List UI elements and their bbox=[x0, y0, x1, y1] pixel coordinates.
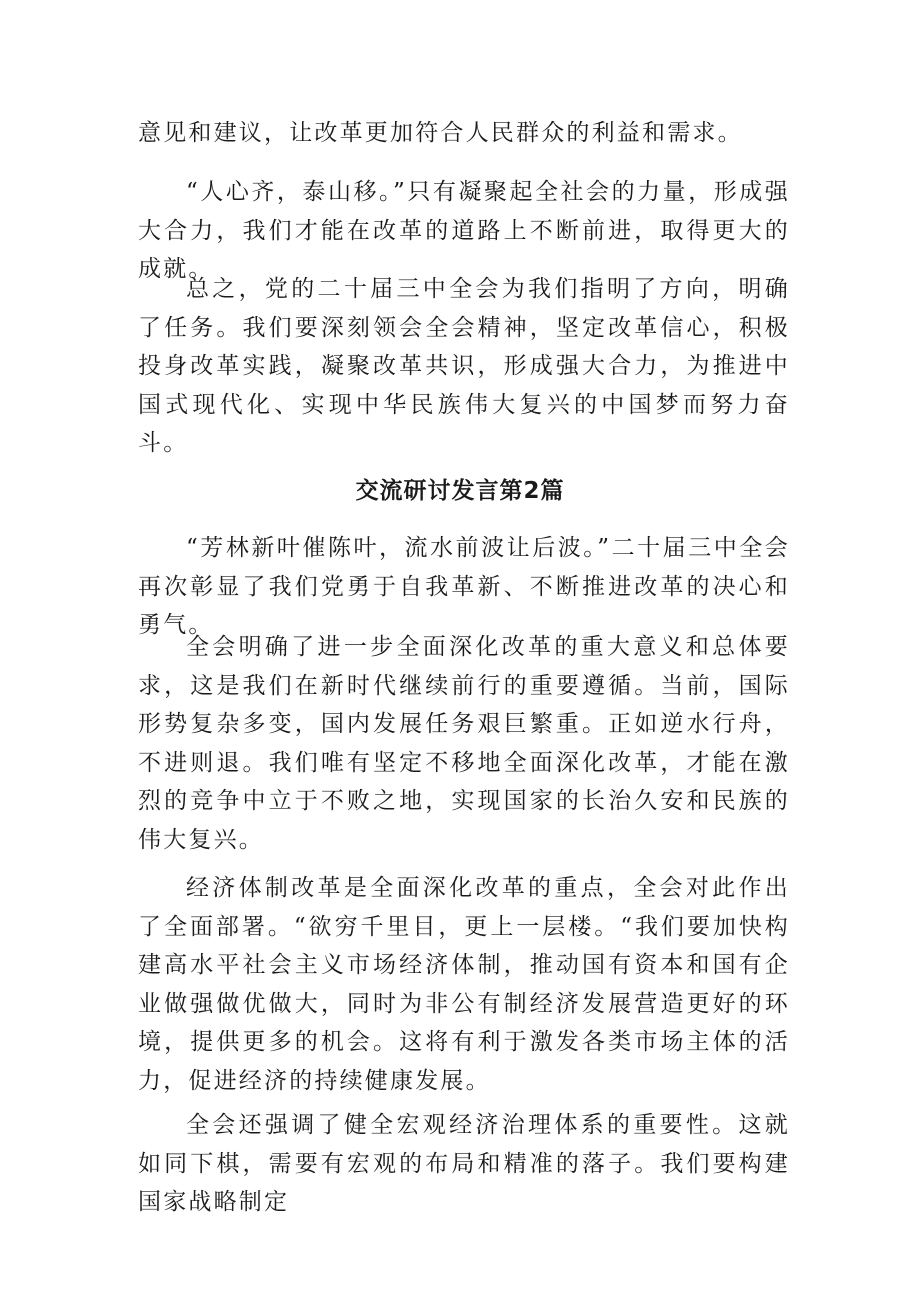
paragraph-continuation: 意见和建议，让改革更加符合人民群众的利益和需求。 bbox=[138, 120, 743, 146]
paragraph-macro-governance: 全会还强调了健全宏观经济治理体系的重要性。这就如同下棋，需要有宏观的布局和精准的落子。我们要构建国家战略制定 bbox=[138, 1112, 790, 1216]
section-title: 交流研讨发言第2篇 bbox=[355, 478, 565, 504]
paragraph-significance: 全会明确了进一步全面深化改革的重大意义和总体要求，这是我们在新时代继续前行的重要遵循。当前，国际形势复杂多变，国内发展任务艰巨繁重。正如逆水行舟，不进则退。我们唯有坚定不移地全面深化改革，才能在激烈的竞争中立于不败之地，实现国家的长治久安和民族的伟大复兴。 bbox=[138, 634, 790, 853]
paragraph-conclusion: 总之，党的二十届三中全会为我们指明了方向，明确了任务。我们要深刻领会全会精神，坚定改革信心，积极投身改革实践，凝聚改革共识，形成强大合力，为推进中国式现代化、实现中华民族伟大复兴的中国梦而努力奋斗。 bbox=[138, 276, 790, 457]
paragraph-unity: “人心齐，泰山移。”只有凝聚起全社会的力量，形成强大合力，我们才能在改革的道路上不断前进，取得更大的成就。 bbox=[138, 179, 790, 283]
paragraph-economic-reform: 经济体制改革是全面深化改革的重点，全会对此作出了全面部署。“欲穷千里目，更上一层楼。“我们要加快构建高水平社会主义市场经济体制，推动国有资本和国有企业做强做优做大，同时为非公有制经济发展营造更好的环境，提供更多的机会。这将有利于激发各类市场主体的活力，促进经济的持续健康发展。 bbox=[138, 875, 790, 1094]
paragraph-intro-quote: “芳林新叶催陈叶，流水前波让后波。”二十届三中全会再次彰显了我们党勇于自我革新、不断推进改革的决心和勇气。 bbox=[138, 535, 790, 639]
